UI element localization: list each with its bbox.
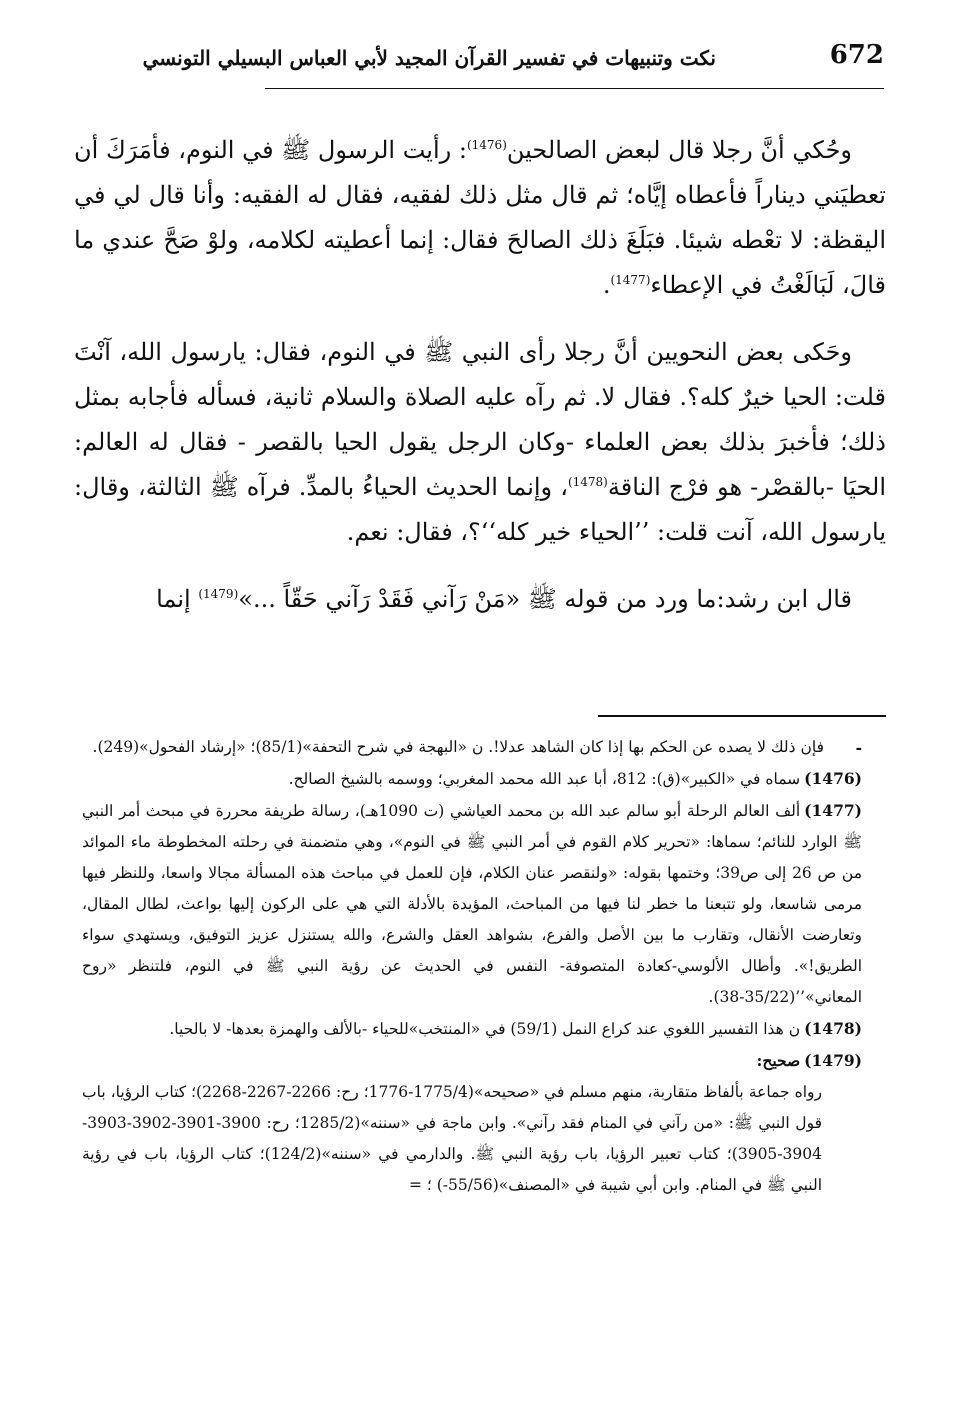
- paragraph-2: وحَكى بعض النحويين أنَّ رجلا رأى النبي ﷺ في النوم، فقال: يارسول الله، آنْتَ قلت: الحيا خيرٌ كله؟. فقال لا. ثم رآه عليه الصلاة والسلام ثانية، فسأله فأجابه بمثل ذلك؛ فأخبرَ بذلك بعض العلماء -وكان الرجل يقول الحيا بالقصر - فقال له العالم: الحيَا -بالقصْر- هو فرْج الناقة$^{(1478)}$، وإنما الحديث الحياءُ بالمدِّ. فرآه ﷺ الثالثة، وقال: يارسول الله، آنت قلت: ’’الحياء خير كله‘‘؟، فقال: نعم.: [74, 338, 886, 546]
- page-number: 672: [829, 40, 884, 70]
- footnotes: [82, 732, 862, 1201]
- footnote-ref-1476: (1476): [466, 138, 507, 152]
- page-header: [70, 38, 884, 78]
- main-text: [74, 128, 886, 644]
- footnote-ref-1477: (1477): [610, 273, 651, 287]
- footnote-continuation: - فإن ذلك لا يصده عن الحكم بها إذا كان الشاهد عدلا!. ن «البهجة في شرح التحفة»(85/1)؛ «إرشاد الفحول»(249).: [92, 738, 862, 757]
- footnote-ref-1478: (1478): [567, 475, 608, 489]
- footnote-1476: (1476)سماه في «الكبير»(ق): 812، أبا عبد الله محمد المغربي؛ ووسمه بالشيخ الصالح.: [288, 769, 862, 788]
- footnote-1479-head: (1479)صحيح:: [756, 1051, 862, 1070]
- footnote-1477: (1477)ألف العالم الرحلة أبو سالم عبد الله بن محمد العياشي (ت 1090هـ)، رسالة طريفة محررة في مبحث أمر النبي ﷺ الوارد للنائم؛ سماها: «تحرير كلام القوم في أمر النبي ﷺ في النوم»، وهي متضمنة في رحلته المخطوطة ماء الموائد من ص 26 إلى ص39؛ وختمها بقوله: «ولنقصر عنان الكلام، فإن للعمل في مباحث هذه المسألة مجالا واسعا، وللنظر فيها مرمى شاسعا، ولو تتبعنا ما خطر لنا فيها من المباحث، المؤيدة بالأدلة التي هي على الركون إليها بواعث، لطال المقال، وتعارضت الأنقال، وتقارب ما بين الأصل والفرع، بشواهد العقل والشرع، والله يستنزل عزيز التوفيق، ويستهدي سواء الطريق!». وأطال الألوسي-كعادة المتصوفة- النفس في الحديث عن رؤية النبي ﷺ في النوم، فلتنظر «روح المعاني»’’(35/22-38).: [82, 801, 862, 1006]
- running-title: نكت وتنبيهات في تفسير القرآن المجيد لأبي العباس البسيلي التونسي: [142, 46, 716, 70]
- footnote-1478: (1478)ن هذا التفسير اللغوي عند كراع النمل (59/1) في «المنتخب»للحياء -بالألف والهمزة بعدها- لا بالحيا.: [169, 1019, 862, 1038]
- footnote-1479-body: رواه جماعة بألفاظ متقاربة، منهم مسلم في «صحيحه»(1775/4-1776؛ رح: 2266-2267-2268)؛ كتاب الرؤيا، باب قول النبي ﷺ: «من رآني في المنام فقد رآني». وابن ماجة في «سننه»(1285/2؛ رح: 3900-3901-3902-3903-3904-3905)؛ كتاب تعبير الرؤيا، باب رؤية النبي ﷺ. والدارمي في «سننه»(124/2)؛ كتاب الرؤيا، باب في رؤية النبي ﷺ في المنام. وابن أبي شيبة في «المصنف»(55/56-) ؛ =: [82, 1083, 822, 1194]
- paragraph-1: وحُكي أنَّ رجلا قال لبعض الصالحين$^{(1476)}$: رأيت الرسول ﷺ في النوم، فأمَرَكَ أن تعطيَني ديناراً فأعطاه إيَّاه؛ ثم قال مثل ذلك لفقيه، فقال له الفقيه: وأنا قال لي في اليقظة: لا تعْطه شيئا. فبَلَغَ ذلك الصالحَ فقال: إنما أعطيته لكلامه، ولوْ صَحَّ عندي ما قالَ، لَبَالَغْتُ في الإعطاء$^{(1477)}$.: [74, 136, 886, 299]
- header-rule: [265, 88, 884, 89]
- footnote-rule: [598, 715, 886, 717]
- footnote-ref-1479: (1479): [198, 587, 239, 601]
- paragraph-3: قال ابن رشد:ما ورد من قوله ﷺ «مَنْ رَآني فَقَدْ رَآني حَقّاً ...»$^{(1479)}$ إنما: [156, 585, 852, 613]
